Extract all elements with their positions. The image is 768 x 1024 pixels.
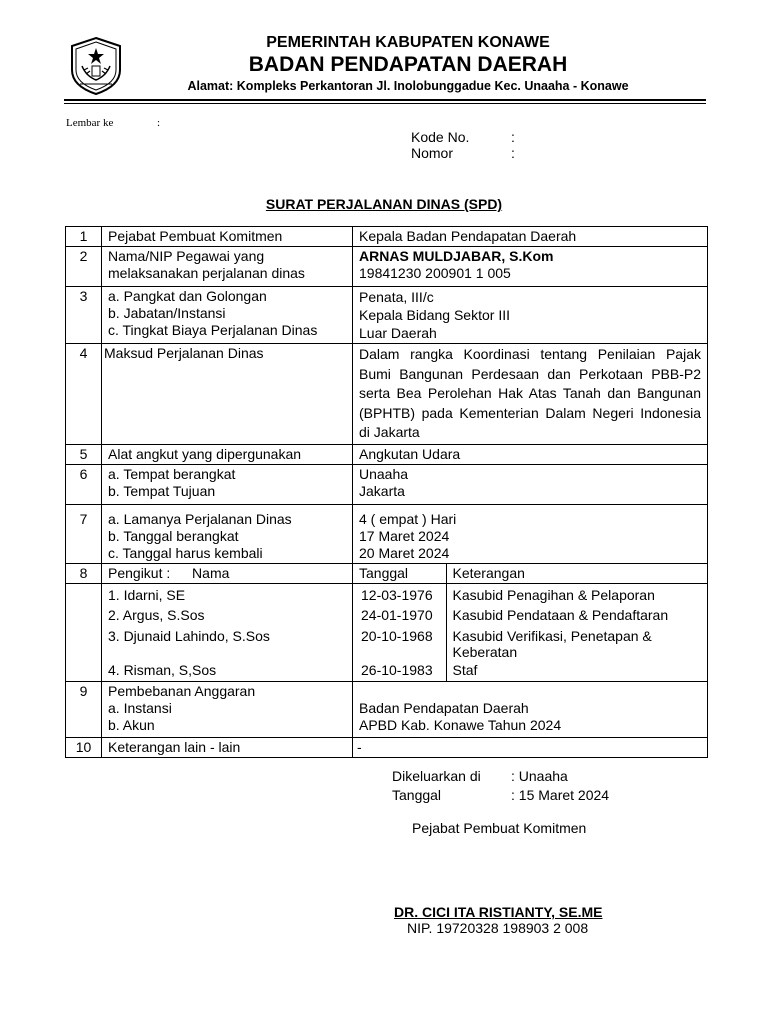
follower-date: 26-10-1983: [361, 661, 433, 678]
value-line: Kepala Bidang Sektor III: [359, 307, 510, 323]
document-title: SURAT PERJALANAN DINAS (SPD): [265, 196, 503, 212]
label-line: b. Tanggal berangkat: [108, 527, 239, 544]
table-row: [66, 681, 708, 737]
label-line: a. Tempat berangkat: [108, 465, 236, 482]
row-label: [102, 247, 353, 287]
follower-desc: Kasubid Pendataan & Pendaftaran: [452, 606, 669, 623]
label-line: c. Tingkat Biaya Perjalanan Dinas: [108, 322, 318, 338]
value-line: Penata, III/c: [359, 289, 434, 305]
nomor-label: Nomor: [411, 145, 454, 161]
official-title: Pejabat Pembuat Komitmen: [412, 820, 587, 836]
column-header-name: Nama: [192, 564, 230, 581]
issued-date-value: : 15 Maret 2024: [511, 787, 610, 803]
nomor-colon: :: [511, 145, 515, 161]
follower-desc: Staf: [452, 661, 478, 678]
follower-name: 4. Risman, S,Sos: [108, 661, 217, 678]
row-number: 9: [66, 681, 102, 737]
label-line: b. Tempat Tujuan: [108, 482, 216, 499]
table-row: [66, 737, 708, 757]
follower-desc: Kasubid Verifikasi, Penetapan & Keberatan: [452, 627, 652, 660]
label-line: Nama/NIP Pegawai yang: [108, 248, 265, 264]
follower-name: 3. Djunaid Lahindo, S.Sos: [108, 627, 270, 644]
spd-table: [65, 226, 708, 758]
label-line: b. Akun: [108, 716, 155, 733]
issued-at-label: Dikeluarkan di: [392, 768, 481, 784]
table-row: [66, 344, 708, 445]
row-number: [66, 583, 102, 681]
issued-date-label: Tanggal: [392, 787, 442, 803]
value-line: Badan Pendapatan Daerah: [359, 699, 529, 716]
follower-name: 1. Idarni, SE: [108, 586, 186, 603]
follower-name: 2. Argus, S.Sos: [108, 606, 205, 623]
row-number: 7: [66, 504, 102, 563]
follower-desc: Kasubid Penagihan & Pelaporan: [452, 586, 655, 603]
header-rule-thin: [64, 103, 706, 104]
follower-descs: [446, 584, 707, 681]
row-value: Kepala Badan Pendapatan Daerah: [353, 227, 708, 247]
value-line: Luar Daerah: [359, 325, 437, 341]
row-value-purpose: Dalam rangka Koordinasi tentang Penilaian Pajak Bumi Bangunan Perdesaan dan Perkotaan PBB-P2 serta Bea Perolehan Hak Atas Tanah dan Bangunan (BPHTB) pada Kementerian Dalam Negeri Indonesia di Jakarta: [353, 344, 708, 445]
kode-label: Kode No.: [411, 129, 470, 145]
value-line: APBD Kab. Konawe Tahun 2024: [359, 716, 562, 733]
employee-nip: 19841230 200901 1 005: [359, 265, 511, 281]
issued-at-value: : Unaaha: [511, 768, 568, 784]
follower-date: 24-01-1970: [361, 606, 433, 623]
label-line: c. Tanggal harus kembali: [108, 544, 263, 561]
followers-detail-table: [353, 584, 707, 681]
row-number: 5: [66, 444, 102, 464]
row-value: [353, 464, 708, 504]
row-number: 8: [66, 563, 102, 583]
row-label: [102, 681, 353, 737]
header-rule-thick: [64, 99, 706, 101]
header-agency: BADAN PENDAPATAN DAERAH: [248, 53, 568, 76]
lembar-colon: :: [157, 117, 161, 129]
row-value: [353, 681, 708, 737]
follower-date: 12-03-1976: [361, 586, 433, 603]
label-line: a. Lamanya Perjalanan Dinas: [108, 510, 292, 527]
kode-colon: :: [511, 129, 515, 145]
row-label: [102, 563, 353, 583]
table-row: [66, 444, 708, 464]
followers-names: [102, 583, 353, 681]
column-header-desc: Keterangan: [452, 564, 525, 581]
row-number: 4: [66, 344, 102, 445]
header-government: PEMERINTAH KABUPATEN KONAWE: [266, 34, 550, 51]
row-number: 3: [66, 287, 102, 344]
row-value: [353, 504, 708, 563]
followers-details: [353, 583, 708, 681]
followers-label: Pengikut :: [108, 564, 171, 581]
row-value: Angkutan Udara: [353, 444, 708, 464]
row-number: 1: [66, 227, 102, 247]
label-line: a. Pangkat dan Golongan: [108, 288, 267, 304]
table-row: [66, 287, 708, 344]
row-number: 6: [66, 464, 102, 504]
row-number: 2: [66, 247, 102, 287]
header-address: Alamat: Kompleks Perkantoran Jl. Inolobunggadue Kec. Unaaha - Konawe: [187, 79, 629, 93]
row-label: Maksud Perjalanan Dinas: [102, 344, 353, 445]
table-row: [66, 504, 708, 563]
value-line: Unaaha: [359, 465, 409, 482]
label-line: Pembebanan Anggaran: [108, 682, 256, 699]
label-line: a. Instansi: [108, 699, 172, 716]
value-line: 17 Maret 2024: [359, 527, 450, 544]
official-nip: NIP. 19720328 198903 2 008: [407, 920, 589, 936]
table-row: [66, 583, 708, 681]
row-value: -: [353, 737, 708, 757]
row-label: Alat angkut yang dipergunakan: [102, 444, 353, 464]
employee-name: ARNAS MULDJABAR, S.Kom: [359, 248, 554, 264]
official-name: DR. CICI ITA RISTIANTY, SE.ME: [394, 904, 603, 920]
table-row: [66, 227, 708, 247]
table-row: [66, 247, 708, 287]
value-line: 20 Maret 2024: [359, 544, 450, 561]
value-line: 4 ( empat ) Hari: [359, 510, 457, 527]
label-line: melaksanakan perjalanan dinas: [108, 265, 305, 281]
follower-dates: [353, 584, 446, 681]
row-value: [353, 287, 708, 344]
row-value: [353, 563, 708, 583]
value-line: Jakarta: [359, 482, 405, 499]
row-number: 10: [66, 737, 102, 757]
followers-header: [353, 564, 707, 583]
follower-date: 20-10-1968: [361, 627, 433, 644]
row-label: Pejabat Pembuat Komitmen: [102, 227, 353, 247]
column-header-date: Tanggal: [353, 564, 446, 583]
table-row: [66, 464, 708, 504]
table-row: [66, 563, 708, 583]
lembar-label: Lembar ke: [66, 117, 114, 129]
row-label: [102, 504, 353, 563]
row-label: [102, 287, 353, 344]
label-line: b. Jabatan/Instansi: [108, 305, 226, 321]
row-value: [353, 247, 708, 287]
row-label: [102, 464, 353, 504]
row-label: Keterangan lain - lain: [102, 737, 353, 757]
